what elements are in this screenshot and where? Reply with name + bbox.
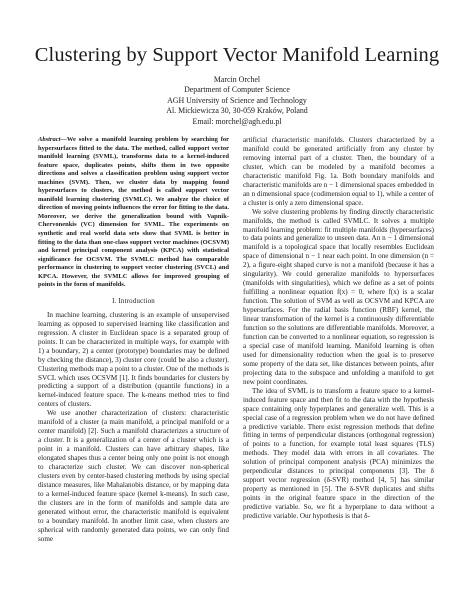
abstract-lead: Abstract bbox=[38, 136, 61, 143]
author-department: Department of Computer Science bbox=[184, 85, 290, 95]
left-column bbox=[38, 136, 229, 544]
intro-paragraph-5: The idea of SVML is to transform a feature space to a kernel-induced feature space and then fit to the data with the hypothesis space containing only hyperplanes and generalize well. This is a special case of a regression problem when we do not have defined a predictive variable. There exist regression methods that define fitting in terms of perpendicular distances (orthogonal regression) of points to a function, for example total least squares (TLS) methods. They model data with errors in all covariates. The solution of principal component analysis (PCA) minimizes the perpendicular distances to principal components [3]. The δ support vector regression (δ-SVR) method [4, 5] has similar property as mentioned in [5]. The δ-SVR duplicates and shifts points in the original feature space in the direction of the predictive variable. So, we fit a hyperplane to data without a predictive variable. Our hypothesis is that δ- bbox=[243, 386, 434, 521]
intro-paragraph-3: artificial characteristic manifolds. Clusters characterized by a manifold could be generated artificially from any cluster by removing internal part of a cluster. Then, the boundary of a cluster, which can be modeled by a manifold becomes a characteristic manifold Fig. 1a. Both boundary manifolds and characteristic manifolds are n − 1 dimensional spaces embedded in an n dimensional space (codimension equal to 1), while a center of a cluster is only a zero dimensional space. bbox=[243, 136, 435, 207]
author-name: Marcin Orchel bbox=[213, 75, 261, 84]
section-heading-introduction: I. Introduction bbox=[112, 297, 155, 305]
intro-paragraph-2: We use another characterization of clusters: characteristic manifold of a cluster (a main manifold, a principal manifold or a center manifold) [2]. Such a manifold characterizes a structure of a cluster. It is a generalization of a center of a cluster which is a point in a manifold. Clusters can have arbitrary shapes, like elongated shapes thus a center being only one point is not enough to characterize such cluster. We can discover non-spherical clusters even by center-based clustering methods by using special distance measures, like Mahalanobis distance, or by mapping data to a kernel-induced feature space (kernel k-means). In such case, the clusters are in the form of manifolds and sample data are generated without error, the characteristic manifold is equivalent to a boundary manifold. In another limit case, when clusters are spherical with randomly generated data points, we can only find some bbox=[38, 409, 229, 543]
author-address: Al. Mickiewicza 30, 30-059 Kraków, Poland bbox=[166, 106, 308, 116]
intro-paragraph-4: We solve clustering problems by finding directly characteristic manifolds, the method is called SVMLC. It solves a multiple manifold learning problem: fit multiple manifolds (hypersurfaces) to data points and generalize to unseen data. An n − 1 dimensional manifold is a topological space that locally resembles Euclidean space of dimensional n − 1 near each point. In one dimension (n = 2), a figure-eight shaped curve is not a manifold (because it has a singularity). We could generalize manifolds to hypersurfaces (manifolds with singularities), which we define as a set of points fulfilling a nonlinear equation f(x) = 0, where f(x) is a scalar function. The solution of SVM as well as OCSVM and KPCA are hypersurfaces. For the radial basis function (RBF) kernel, the linear transformation of the kernel is a continuously differentiable function so the solutions are differentiable manifolds. Moreover, a function can be converted to a nonlinear equation, so regression is a special case of manifold learning. Manifold learning is often used for dimensionality reduction when the goal is to preserve some property of the data set, like distances between points, after projecting data to the subspace and unfolding a manifold to get new point coordinates. bbox=[243, 207, 434, 386]
right-column bbox=[243, 136, 434, 521]
abstract-text: —We solve a manifold learning problem by searching for hypersurfaces fitted to the data. The method, called support vector manifold learning (SVML), transforms data to a kernel-induced feature space, duplicates points, shifts them in two opposite directions and solves a classification problem using support vector machines (SVM). Then, we cluster data by mapping found hypersurfaces to clusters, the method is called support vector manifold learning clustering (SVMLC). We analyze the choice of direction of moving points influences the error for fitting to the data. Moreover, we derive the generalization bound with Vapnik-Chervonenkis (VC) dimension for SVML. The experiments on synthetic and real world data sets show that SVML is better in fitting to the data than one-class support vector machines (OCSVM) and kernel principal component analysis (KPCA) with statistical significance for OCSVM. The SVMLC method has comparable performance in clustering to support vector clustering (SVCL) and KPCA. However, the SVMLC allows for improved grouping of points in the form of manifolds. bbox=[38, 136, 229, 289]
paper-title: Clustering by Support Vector Manifold Learning bbox=[34, 44, 440, 66]
author-block bbox=[0, 75, 474, 127]
author-university: AGH University of Science and Technology bbox=[167, 95, 307, 105]
author-email[interactable]: Email: morchel@agh.edu.pl bbox=[192, 116, 282, 126]
intro-paragraph-1: In machine learning, clustering is an example of unsupervised learning as opposed to supervised learning like classification and regression. A cluster in Euclidean space is a separated group of points. It can be characterized in multiple ways, for example with 1) a boundary, 2) a center (prototype) boundaries may be defined by checking the distance), 3) cluster core (could be also a cluster). Clustering methods map a point to a cluster. One of the methods is SVCL which uses OCSVM [1]. It finds boundaries for clusters by predicting a support of a distribution (quantile functions) in a kernel-induced feature space. The k-means method tries to find centers of clusters. bbox=[38, 310, 229, 409]
abstract bbox=[38, 136, 229, 290]
